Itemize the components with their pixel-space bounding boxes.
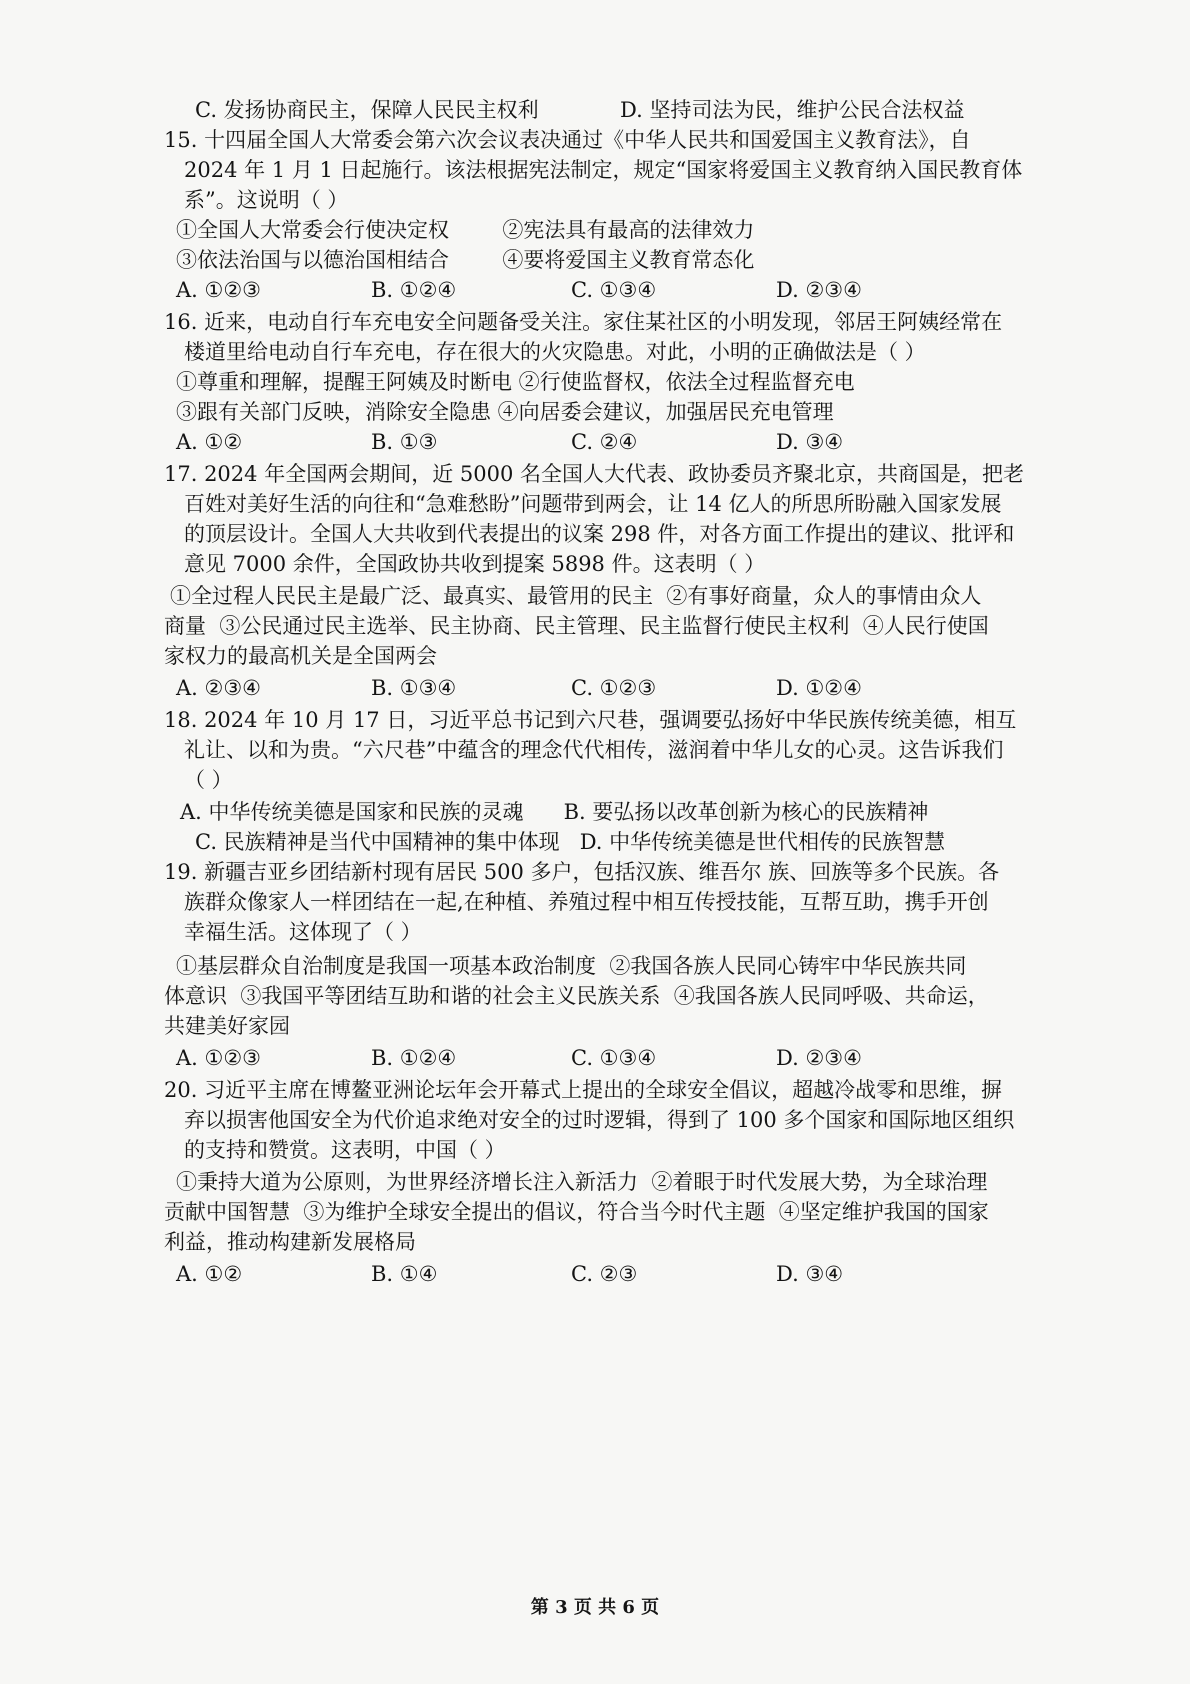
answer-options [176, 1259, 976, 1289]
question-stem-line: 礼让、以和为贵。“六尺巷”中蕴含的理念代代相传，滋润着中华儿女的心灵。这告诉我们 [184, 738, 1004, 762]
answer-options [176, 1043, 976, 1073]
option-c[interactable]: C. ①③④ [571, 1046, 657, 1070]
option-line[interactable]: A. 中华传统美德是国家和民族的灵魂 B. 要弘扬以改革创新为核心的民族精神 [180, 800, 929, 824]
question-stem-line: 百姓对美好生活的向往和“急难愁盼”问题带到两会，让 14 亿人的所思所盼融入国家发展 [184, 492, 1002, 516]
question-stem-line: 15. 十四届全国人大常委会第六次会议表决通过《中华人民共和国爱国主义教育法》，自 [164, 128, 971, 152]
option-b[interactable]: B. ①②④ [371, 1046, 457, 1070]
option-line[interactable]: C. 民族精神是当代中国精神的集中体现 D. 中华传统美德是世代相传的民族智慧 [195, 830, 946, 854]
question-stem-line: 系”。这说明（ ） [184, 188, 349, 212]
page-number: 第 3 页 共 6 页 [530, 1597, 660, 1618]
question-stem-line: 的顶层设计。全国人大共收到代表提出的议案 298 件，对各方面工作提出的建议、批评和 [184, 522, 1015, 546]
option-c[interactable]: C. ②③ [571, 1262, 638, 1286]
option-a[interactable]: A. ①②③ [176, 1046, 261, 1070]
option-d[interactable]: D. ③④ [776, 430, 844, 454]
option-d[interactable]: D. ②③④ [776, 278, 862, 302]
question-stem-line: 族群众像家人一样团结在一起,在种植、养殖过程中相互传授技能，互帮互助，携手开创 [184, 890, 989, 914]
answer-options [176, 427, 976, 457]
option-c[interactable]: C. ①②③ [571, 676, 657, 700]
statement-line: 家权力的最高机关是全国两会 [164, 644, 437, 668]
option-a[interactable]: A. ①② [176, 1262, 243, 1286]
statement-line: ③跟有关部门反映，消除安全隐患 ④向居委会建议，加强居民充电管理 [176, 400, 834, 424]
option-b[interactable]: B. ①②④ [371, 278, 457, 302]
option-d[interactable]: D. ①②④ [776, 676, 862, 700]
question-stem-line: 19. 新疆吉亚乡团结新村现有居民 500 多户，包括汉族、维吾尔 族、回族等多个民族。各 [164, 860, 1000, 884]
question-stem-line: 18. 2024 年 10 月 17 日，习近平总书记到六尺巷，强调要弘扬好中华民族传统美德，相互 [164, 708, 1017, 732]
answer-options [176, 275, 976, 305]
option-d[interactable]: D. ②③④ [776, 1046, 862, 1070]
statement-line: ①全国人大常委会行使决定权 ②宪法具有最高的法律效力 [176, 218, 755, 242]
option-d[interactable]: D. ③④ [776, 1262, 844, 1286]
question-stem-line: 17. 2024 年全国两会期间，近 5000 名全国人大代表、政协委员齐聚北京，共商国是，把老 [164, 462, 1024, 486]
statement-line: ①尊重和理解，提醒王阿姨及时断电 ②行使监督权，依法全过程监督充电 [176, 370, 855, 394]
statement-line: 商量 ③公民通过民主选举、民主协商、民主管理、民主监督行使民主权利 ④人民行使国 [164, 614, 989, 638]
option-a[interactable]: A. ①②③ [176, 278, 261, 302]
option-c[interactable]: C. ①③④ [571, 278, 657, 302]
option-b[interactable]: B. ①③ [371, 430, 438, 454]
option-a[interactable]: A. ①② [176, 430, 243, 454]
question-stem-line: 20. 习近平主席在博鳌亚洲论坛年会开幕式上提出的全球安全倡议，超越冷战零和思维，摒 [164, 1078, 1003, 1102]
statement-line: ③依法治国与以德治国相结合 ④要将爱国主义教育常态化 [176, 248, 755, 272]
question-stem-line: 2024 年 1 月 1 日起施行。该法根据宪法制定，规定“国家将爱国主义教育纳入国民教育体 [184, 158, 1023, 182]
statement-line: 利益，推动构建新发展格局 [164, 1230, 416, 1254]
question-stem-line: 弃以损害他国安全为代价追求绝对安全的过时逻辑，得到了 100 多个国家和国际地区组织 [184, 1108, 1015, 1132]
option-b[interactable]: B. ①④ [371, 1262, 438, 1286]
question-stem-line: （ ） [184, 768, 233, 792]
option-c[interactable]: C. ②④ [571, 430, 638, 454]
option-b[interactable]: B. ①③④ [371, 676, 457, 700]
statement-line: ①基层群众自治制度是我国一项基本政治制度 ②我国各族人民同心铸牢中华民族共同 [176, 954, 967, 978]
statement-line: 贡献中国智慧 ③为维护全球安全提出的倡议，符合当今时代主题 ④坚定维护我国的国家 [164, 1200, 989, 1224]
question-stem-line: 幸福生活。这体现了（ ） [184, 920, 422, 944]
statement-line: 共建美好家园 [164, 1014, 290, 1038]
question-stem-line: 16. 近来，电动自行车充电安全问题备受关注。家住某社区的小明发现，邻居王阿姨经常在 [164, 310, 1003, 334]
option-a[interactable]: A. ②③④ [176, 676, 261, 700]
statement-line: ①秉持大道为公原则，为世界经济增长注入新活力 ②着眼于时代发展大势，为全球治理 [176, 1170, 988, 1194]
statement-line: 体意识 ③我国平等团结互助和谐的社会主义民族关系 ④我国各族人民同呼吸、共命运， [164, 984, 989, 1008]
prev-question-option-d: D. 坚持司法为民，维护公民合法权益 [620, 98, 965, 122]
question-stem-line: 楼道里给电动自行车充电，存在很大的火灾隐患。对此，小明的正确做法是（ ） [184, 340, 926, 364]
statement-line: ①全过程人民民主是最广泛、最真实、最管用的民主 ②有事好商量，众人的事情由众人 [170, 584, 982, 608]
answer-options [176, 673, 976, 703]
question-stem-line: 的支持和赞赏。这表明，中国（ ） [184, 1138, 506, 1162]
prev-question-option-c: C. 发扬协商民主，保障人民民主权利 [195, 98, 539, 122]
question-stem-line: 意见 7000 余件，全国政协共收到提案 5898 件。这表明（ ） [184, 552, 766, 576]
